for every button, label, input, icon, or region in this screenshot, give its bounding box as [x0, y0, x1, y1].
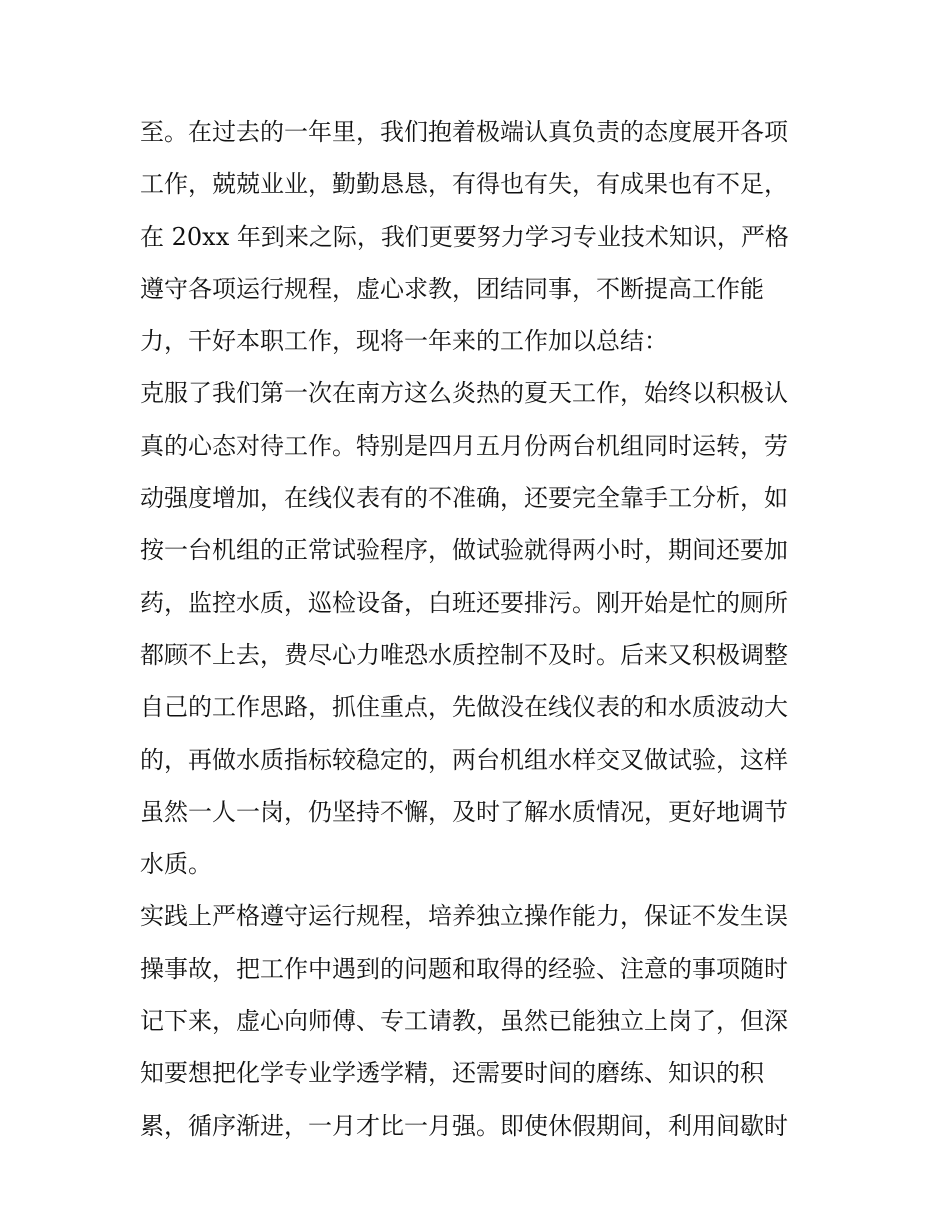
text-line: 累，循序渐进，一月才比一月强。即使休假期间，利用间歇时: [140, 1111, 788, 1140]
text-line: 自己的工作思路，抓住重点，先做没在线仪表的和水质波动大: [140, 693, 788, 722]
text-line: 力，干好本职工作，现将一年来的工作加以总结：: [140, 327, 668, 356]
text-line: 实践上严格遵守运行规程，培养独立操作能力，保证不发生误: [140, 902, 788, 931]
text-line: 动强度增加，在线仪表有的不准确，还要完全靠手工分析，如: [140, 484, 788, 513]
text-line: 都顾不上去，费尽心力唯恐水质控制不及时。后来又积极调整: [140, 640, 788, 669]
text-line: 操事故，把工作中遇到的问题和取得的经验、注意的事项随时: [140, 954, 788, 983]
text-line: 在 20xx 年到来之际，我们更要努力学习专业技术知识，严格: [140, 222, 789, 251]
text-line: 虽然一人一岗，仍坚持不懈，及时了解水质情况，更好地调节: [140, 797, 788, 826]
text-line: 按一台机组的正常试验程序，做试验就得两小时，期间还要加: [140, 536, 788, 565]
text-line: 至。在过去的一年里，我们抱着极端认真负责的态度展开各项: [140, 118, 788, 146]
text-line: 真的心态对待工作。特别是四月五月份两台机组同时运转，劳: [140, 431, 788, 460]
text-line: 知要想把化学专业学透学精，还需要时间的磨练、知识的积: [140, 1059, 764, 1088]
text-line: 工作，兢兢业业，勤勤恳恳，有得也有失，有成果也有不足，: [140, 170, 788, 199]
document-body: [140, 106, 820, 1152]
text-line: 水质。: [140, 850, 212, 879]
text-line: 的，再做水质指标较稳定的，两台机组水样交叉做试验，这样: [140, 745, 788, 774]
text-line: 记下来，虚心向师傅、专工请教，虽然已能独立上岗了，但深: [140, 1007, 788, 1036]
text-line: 药，监控水质，巡检设备，白班还要排污。刚开始是忙的厕所: [140, 588, 788, 617]
text-line: 遵守各项运行规程，虚心求教，团结同事，不断提高工作能: [140, 274, 764, 303]
text-line: 克服了我们第一次在南方这么炎热的夏天工作，始终以积极认: [140, 379, 788, 408]
